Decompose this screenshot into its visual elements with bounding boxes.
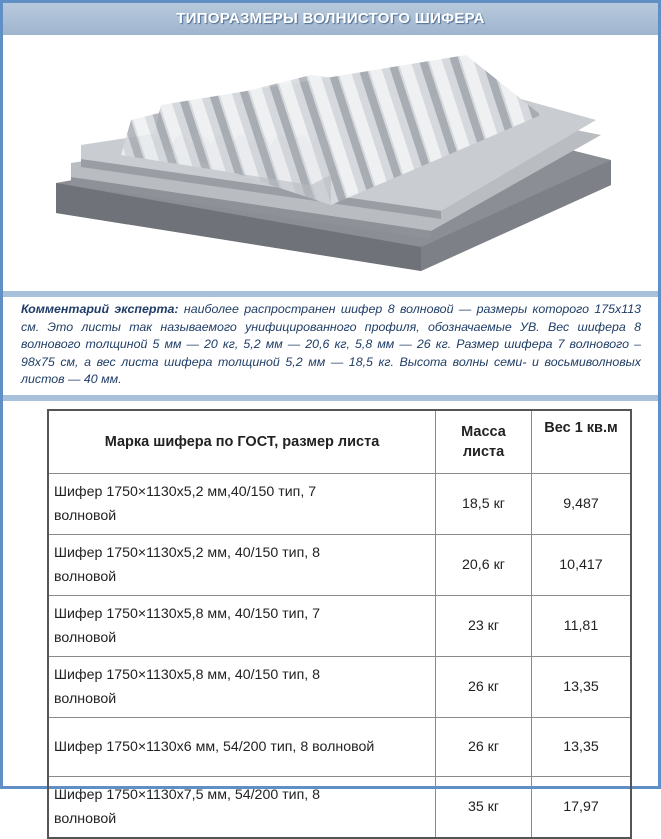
row-mass: 20,6 кг: [436, 535, 532, 596]
header-mass-line1: Масса: [461, 424, 506, 440]
row-name-line1: Шифер 1750×1130х5,2 мм, 40/150 тип, 8: [54, 545, 321, 561]
expert-comment: [21, 301, 641, 389]
table-row: [48, 596, 631, 657]
header-mass: [436, 410, 532, 474]
row-weight: 13,35: [532, 718, 632, 777]
table-row: [48, 657, 631, 718]
header-mass-line2: листа: [462, 444, 505, 460]
comment-text: наиболее распространен шифер 8 волновой — размеры которого 175х113 см. Это листы так называемого унифицированного профиля, обозначаемые УВ. Вес шифера 8 волнового толщиной 5 мм — 20 кг, 5,2 мм — 20,6 кг, 5,8 мм — 26 кг. Размер шифера 7 волнового – 98х75 см, а вес листа шифера толщиной 5,2 мм — 18,5 кг. Высота волны семи- и восьмиволновых листов — 40 мм.: [21, 302, 641, 387]
slate-sizes-table-wrapper: [47, 409, 632, 839]
row-weight: 11,81: [532, 596, 632, 657]
row-name-line2: волновой: [54, 569, 117, 585]
table-row: [48, 535, 631, 596]
row-weight: 13,35: [532, 657, 632, 718]
row-name-line2: волновой: [54, 630, 117, 646]
table-row: [48, 718, 631, 777]
row-name: [48, 474, 436, 535]
comment-label: Комментарий эксперта:: [21, 302, 179, 316]
row-name: [48, 535, 436, 596]
row-mass: 23 кг: [436, 596, 532, 657]
row-weight: 10,417: [532, 535, 632, 596]
slate-sizes-table: [47, 409, 632, 839]
row-name: [48, 718, 436, 777]
table-row: [48, 474, 631, 535]
table-row: [48, 777, 631, 839]
row-name: [48, 777, 436, 839]
row-name: [48, 657, 436, 718]
slate-sheets-photo: [11, 35, 651, 293]
row-name: [48, 596, 436, 657]
divider-band: [3, 291, 658, 297]
table-header-row: [48, 410, 631, 474]
row-mass: 35 кг: [436, 777, 532, 839]
row-name-line1: Шифер 1750×1130х7,5 мм, 54/200 тип, 8: [54, 787, 321, 803]
row-name-line1: Шифер 1750×1130х6 мм, 54/200 тип, 8 волновой: [54, 739, 375, 755]
header-grade: Марка шифера по ГОСТ, размер листа: [48, 410, 436, 474]
row-weight: 17,97: [532, 777, 632, 839]
row-mass: 26 кг: [436, 718, 532, 777]
row-name-line1: Шифер 1750×1130х5,8 мм, 40/150 тип, 8: [54, 667, 321, 683]
row-name-line2: волновой: [54, 811, 117, 827]
row-mass: 26 кг: [436, 657, 532, 718]
row-name-line2: волновой: [54, 508, 117, 524]
divider-band: [3, 395, 658, 401]
row-name-line1: Шифер 1750×1130х5,8 мм, 40/150 тип, 7: [54, 606, 321, 622]
header-weight: Вес 1 кв.м: [532, 410, 632, 474]
page-title: ТИПОРАЗМЕРЫ ВОЛНИСТОГО ШИФЕРА: [3, 3, 658, 35]
row-name-line2: волновой: [54, 691, 117, 707]
row-mass: 18,5 кг: [436, 474, 532, 535]
slate-sheets-illustration: [11, 35, 651, 293]
row-weight: 9,487: [532, 474, 632, 535]
row-name-line1: Шифер 1750×1130х5,2 мм,40/150 тип, 7: [54, 484, 317, 500]
